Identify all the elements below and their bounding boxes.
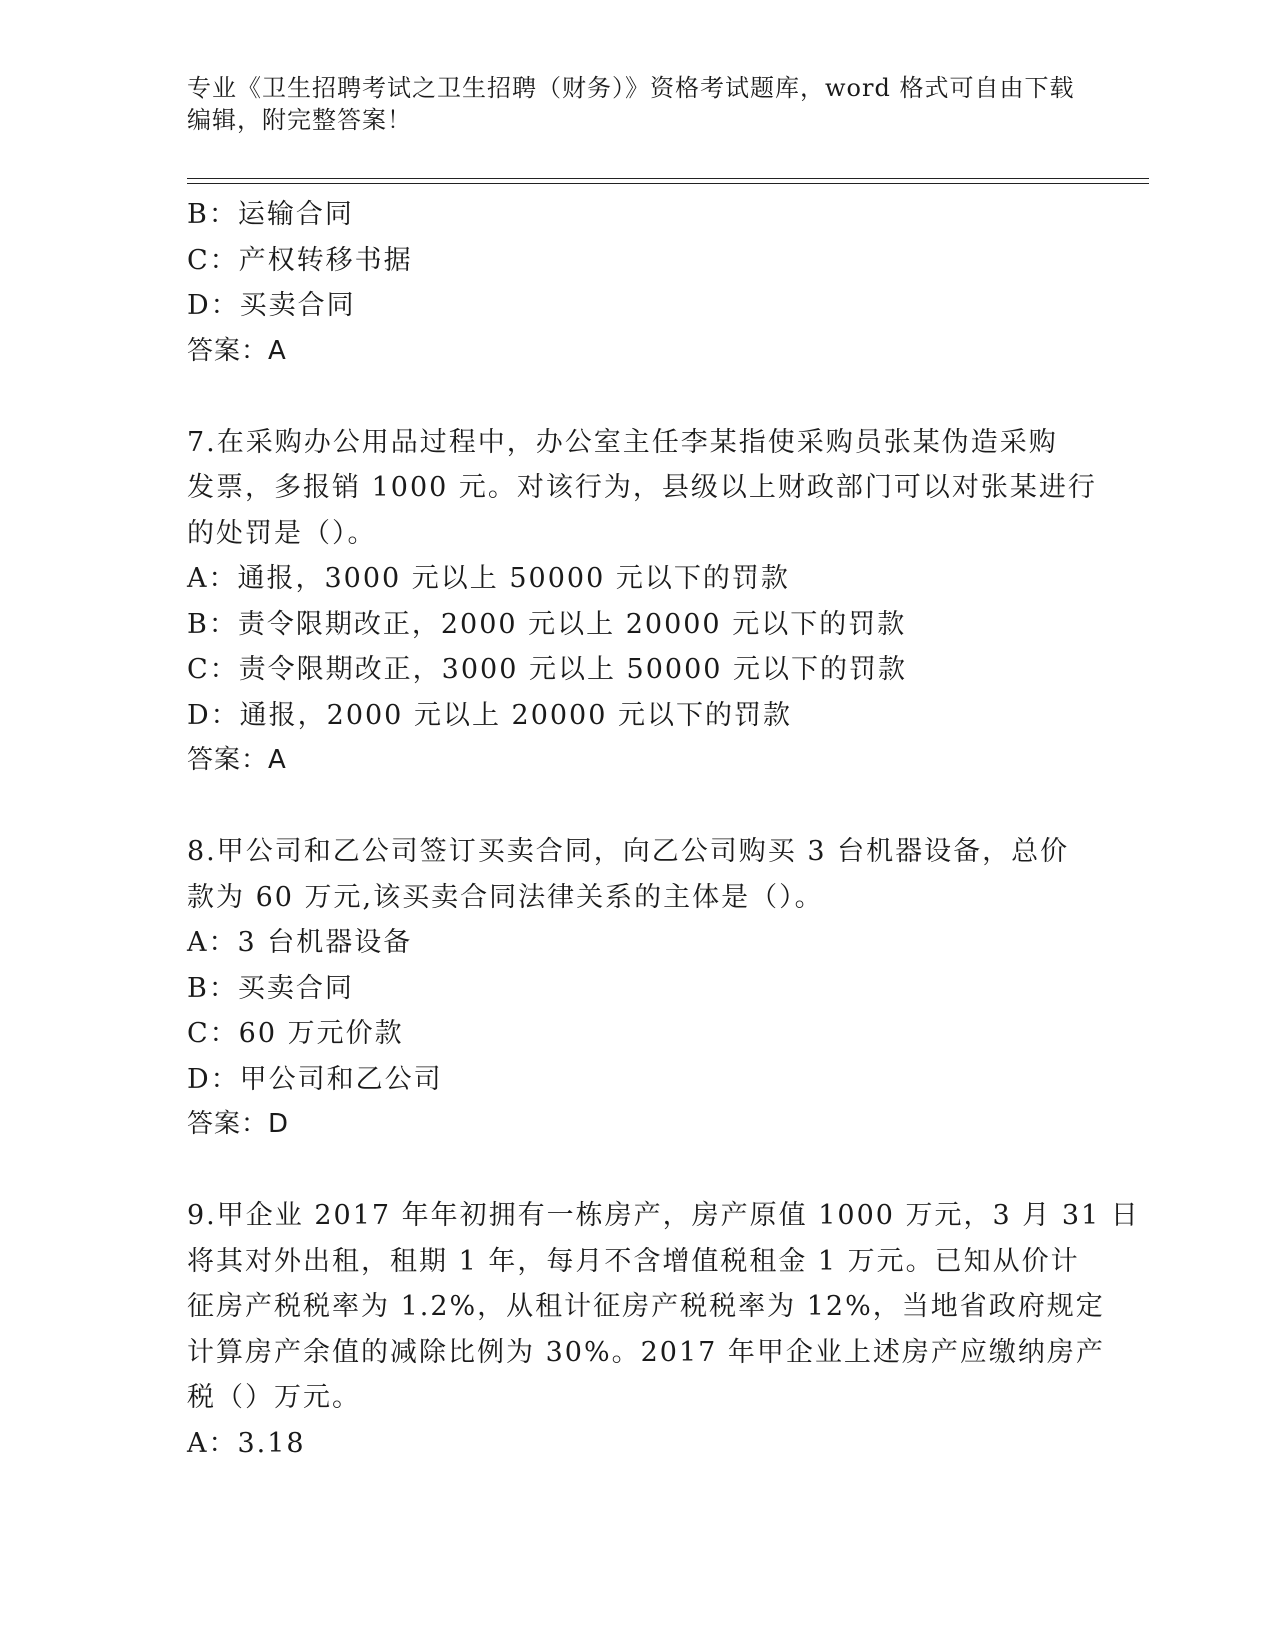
answer-line: 答案：A bbox=[187, 335, 287, 366]
question-block-7 bbox=[187, 420, 1097, 784]
option-b: B：运输合同 bbox=[187, 199, 354, 230]
option-d: D：通报，2000 元以上 20000 元以下的罚款 bbox=[187, 699, 792, 731]
question-text: 的处罚是（）。 bbox=[187, 517, 377, 549]
header-line: 编辑，附完整答案！ bbox=[187, 106, 412, 134]
question-text: 将其对外出租，租期 1 年，每月不含增值税租金 1 万元。已知从价计 bbox=[187, 1245, 1080, 1277]
question-block-8 bbox=[187, 829, 1087, 1148]
option-b: B：责令限期改正，2000 元以上 20000 元以下的罚款 bbox=[187, 608, 907, 640]
option-c: C：产权转移书据 bbox=[187, 244, 413, 276]
header-divider bbox=[187, 183, 1149, 184]
question-block-prev bbox=[187, 192, 1087, 374]
question-text: 征房产税税率为 1.2%，从租计征房产税税率为 12%，当地省政府规定 bbox=[187, 1291, 1105, 1322]
option-d: D：甲公司和乙公司 bbox=[187, 1063, 443, 1095]
header-line: 专业《卫生招聘考试之卫生招聘（财务）》资格考试题库，word 格式可自由下载 bbox=[187, 74, 1075, 102]
question-block-9 bbox=[187, 1193, 1140, 1466]
question-text: 计算房产余值的减除比例为 30%。2017 年甲企业上述房产应缴纳房产 bbox=[187, 1336, 1105, 1368]
spacer bbox=[187, 374, 1087, 420]
header-divider bbox=[187, 178, 1149, 179]
question-text: 8.甲公司和乙公司签订买卖合同，向乙公司购买 3 台机器设备，总价 bbox=[187, 836, 1070, 867]
option-a: A：3.18 bbox=[187, 1427, 306, 1459]
answer-line: 答案：A bbox=[187, 745, 287, 775]
option-a: A：3 台机器设备 bbox=[187, 927, 413, 958]
question-text: 7.在采购办公用品过程中，办公室主任李某指使采购员张某伪造采购 bbox=[187, 426, 1058, 458]
question-text: 发票，多报销 1000 元。对该行为，县级以上财政部门可以对张某进行 bbox=[187, 472, 1097, 503]
option-c: C：60 万元价款 bbox=[187, 1018, 404, 1049]
question-text: 税（）万元。 bbox=[187, 1382, 361, 1413]
document-body bbox=[187, 192, 1140, 1466]
page-header bbox=[187, 72, 1087, 136]
option-d: D：买卖合同 bbox=[187, 290, 356, 321]
spacer bbox=[187, 1148, 1087, 1194]
answer-line: 答案：D bbox=[187, 1109, 290, 1139]
spacer bbox=[187, 784, 1087, 830]
option-c: C：责令限期改正，3000 元以上 50000 元以下的罚款 bbox=[187, 654, 908, 685]
option-a: A：通报，3000 元以上 50000 元以下的罚款 bbox=[187, 563, 790, 594]
question-text: 9.甲企业 2017 年年初拥有一栋房产，房产原值 1000 万元，3 月 31 日 bbox=[187, 1200, 1140, 1231]
option-b: B：买卖合同 bbox=[187, 972, 354, 1004]
question-text: 款为 60 万元,该买卖合同法律关系的主体是（）。 bbox=[187, 881, 824, 913]
